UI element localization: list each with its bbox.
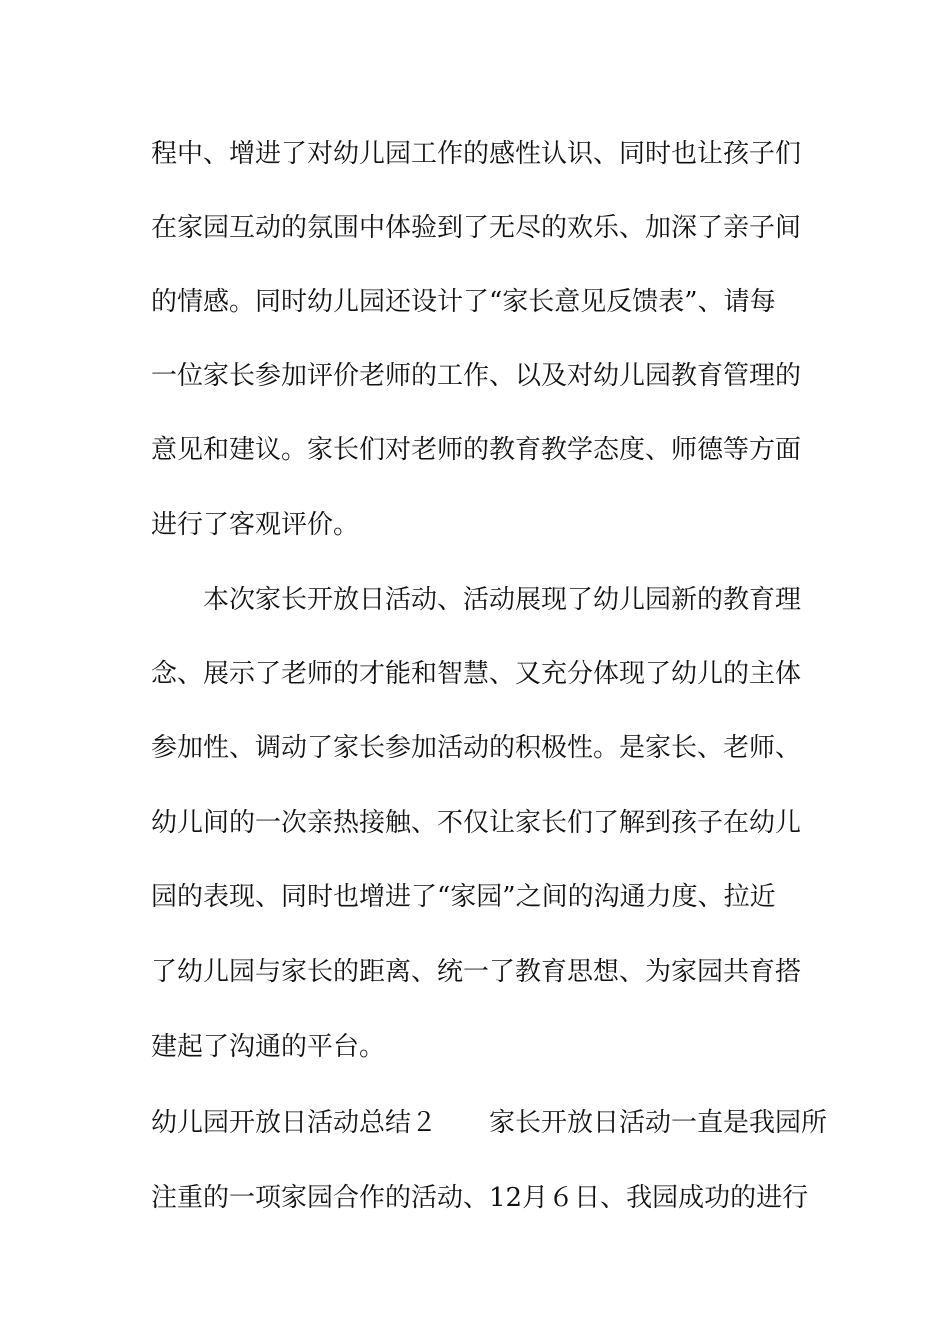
text-line: 进行了客观评价。 — [151, 510, 360, 540]
text-line: 幼儿园开放日活动总结２ 家长开放日活动一直是我园所 — [151, 1108, 828, 1138]
text-line: 一位家长参加评价老师的工作、以及对幼儿园教育管理的 — [151, 361, 802, 391]
text-line: 程中、增进了对幼儿园工作的感性认识、同时也让孩子们 — [151, 139, 802, 169]
text-line: 了幼儿园与家长的距离、统一了教育思想、为家园共育搭 — [151, 957, 802, 987]
text-line: 念、展示了老师的才能和智慧、又充分体现了幼儿的主体 — [151, 659, 802, 689]
text-line: 参加性、调动了家长参加活动的积极性。是家长、老师、 — [151, 733, 802, 763]
text-line: 意见和建议。家长们对老师的教育教学态度、师德等方面 — [151, 435, 802, 465]
text-line: 建起了沟通的平台。 — [151, 1032, 386, 1062]
text-line: 的情感。同时幼儿园还设计了“家长意见反馈表”、请每 — [151, 287, 776, 317]
text-line: 园的表现、同时也增进了“家园”之间的沟通力度、拉近 — [151, 882, 776, 912]
text-line: 幼儿间的一次亲热接触、不仅让家长们了解到孩子在幼儿 — [151, 808, 802, 838]
text-line: 在家园互动的氛围中体验到了无尽的欢乐、加深了亲子间 — [151, 213, 802, 243]
text-line: 本次家长开放日活动、活动展现了幼儿园新的教育理 — [151, 585, 802, 615]
text-line: 注重的一项家园合作的活动、12月６日、我园成功的进行 — [151, 1183, 809, 1213]
